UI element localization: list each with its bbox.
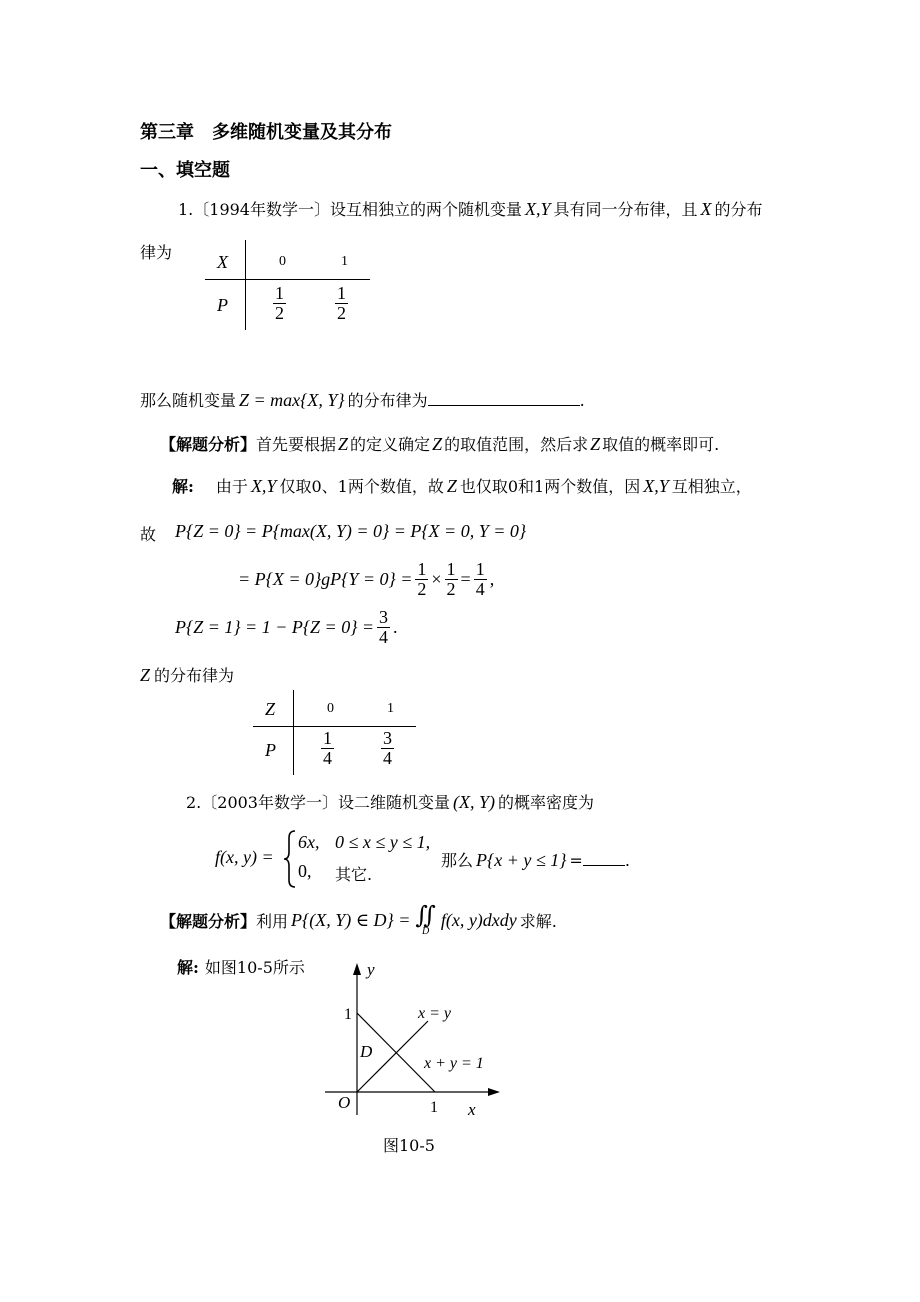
- q1-ask-expr: Z = max{X, Y}: [239, 390, 345, 410]
- table2-value: 1: [387, 701, 394, 716]
- equation-2: = P{X = 0}gP{Y = 0} = $\frac{1}{2}$ × $\frac{1}{2}$ = $\frac{1}{4}$ ,: [238, 559, 495, 599]
- answer-blank: [428, 405, 580, 406]
- table2-prob: $\frac{1}{4}$: [323, 728, 332, 768]
- answer-blank: [583, 865, 625, 866]
- table1-row-head-x: X: [217, 252, 228, 272]
- table2-row-head-p: P: [265, 740, 276, 760]
- q2-number: 2.: [186, 793, 202, 812]
- piecewise-brace: [283, 830, 297, 892]
- q1-ask: 那么随机变量 Z = max{X, Y} 的分布律为 .: [140, 390, 585, 410]
- y-axis-arrow: [353, 963, 361, 975]
- case2-condition: 其它.: [335, 865, 373, 884]
- table1-prob: $\frac{1}{2}$: [275, 283, 284, 323]
- table2-row-head-z: Z: [265, 699, 276, 719]
- table1-prob: $\frac{1}{2}$: [337, 283, 346, 323]
- density-lhs: f(x, y) =: [215, 847, 274, 867]
- solution-label: 解:: [177, 958, 199, 977]
- line-label-x-eq-y: x = y: [418, 1005, 451, 1022]
- equation-3: P{Z = 1} = 1 − P{Z = 0} = $\frac{3}{4}$ .: [175, 607, 398, 647]
- case1-value: 6x,: [298, 832, 320, 852]
- solution-label: 解:: [172, 477, 194, 496]
- analysis-label: 【解题分析】: [160, 911, 257, 931]
- table2-prob: $\frac{3}{4}$: [383, 728, 392, 768]
- q2-source: 〔2003年数学一〕: [201, 793, 338, 812]
- q2-solution: 解: 如图10-5所示: [177, 958, 305, 977]
- q1-analysis: 【解题分析】首先要根据 Z 的定义确定 Z 的取值范围，然后求 Z 取值的概率即可.: [160, 434, 720, 454]
- q1-source: 〔1994年数学一〕: [193, 200, 330, 219]
- q2-analysis: 【解题分析】 利用 P{(X, Y) ∈ D} = ∬ D f(x, y)dxdy 求解.: [160, 901, 557, 937]
- q1-solution: 解: 由于 X,Y 仅取0、1两个数值，故 Z 也仅取0和1两个数值，因 X,Y 互相独立，: [172, 476, 752, 496]
- z-dist-label: Z 的分布律为: [140, 665, 235, 685]
- gu-text: 故: [140, 525, 157, 544]
- axis-label-x: x: [468, 1100, 476, 1119]
- axis-label-y: y: [367, 960, 375, 979]
- tick-x-1: 1: [430, 1099, 438, 1116]
- chapter-title: 第三章 多维随机变量及其分布: [140, 122, 392, 143]
- figure-caption: 图10-5: [383, 1136, 435, 1155]
- equation-1: P{Z = 0} = P{max(X, Y) = 0} = P{X = 0, Y = 0}: [175, 521, 527, 541]
- table2-value: 0: [327, 701, 334, 716]
- tick-y-1: 1: [344, 1006, 352, 1023]
- region-label-d: D: [360, 1042, 373, 1061]
- q2-stem: 2.〔2003年数学一〕设二维随机变量 (X, Y) 的概率密度为: [186, 792, 595, 812]
- analysis-label: 【解题分析】: [160, 435, 257, 454]
- q1-distribution-table: [205, 240, 375, 340]
- case2-value: 0,: [298, 861, 312, 881]
- case1-condition: 0 ≤ x ≤ y ≤ 1,: [335, 832, 431, 852]
- q1-number: 1.: [178, 200, 194, 219]
- q1-stem: 1.〔1994年数学一〕设互相独立的两个随机变量 X,Y 具有同一分布律，且 X 的分布: [178, 199, 763, 219]
- table1-row-head-p: P: [217, 295, 228, 315]
- section-title: 一、填空题: [140, 160, 230, 181]
- table1-value: 0: [279, 254, 286, 269]
- q2-ask: 那么 P{x + y ≤ 1} = .: [441, 850, 630, 870]
- z-distribution-table: [253, 690, 423, 780]
- figure-10-5: [320, 955, 520, 1125]
- origin-label: O: [338, 1093, 351, 1112]
- table1-value: 1: [341, 254, 348, 269]
- double-integral-symbol: ∬: [415, 901, 436, 929]
- line-label-x-plus-y: x + y = 1: [424, 1055, 484, 1072]
- x-axis-arrow: [488, 1088, 500, 1096]
- q1-stem-cont: 律为: [140, 243, 173, 262]
